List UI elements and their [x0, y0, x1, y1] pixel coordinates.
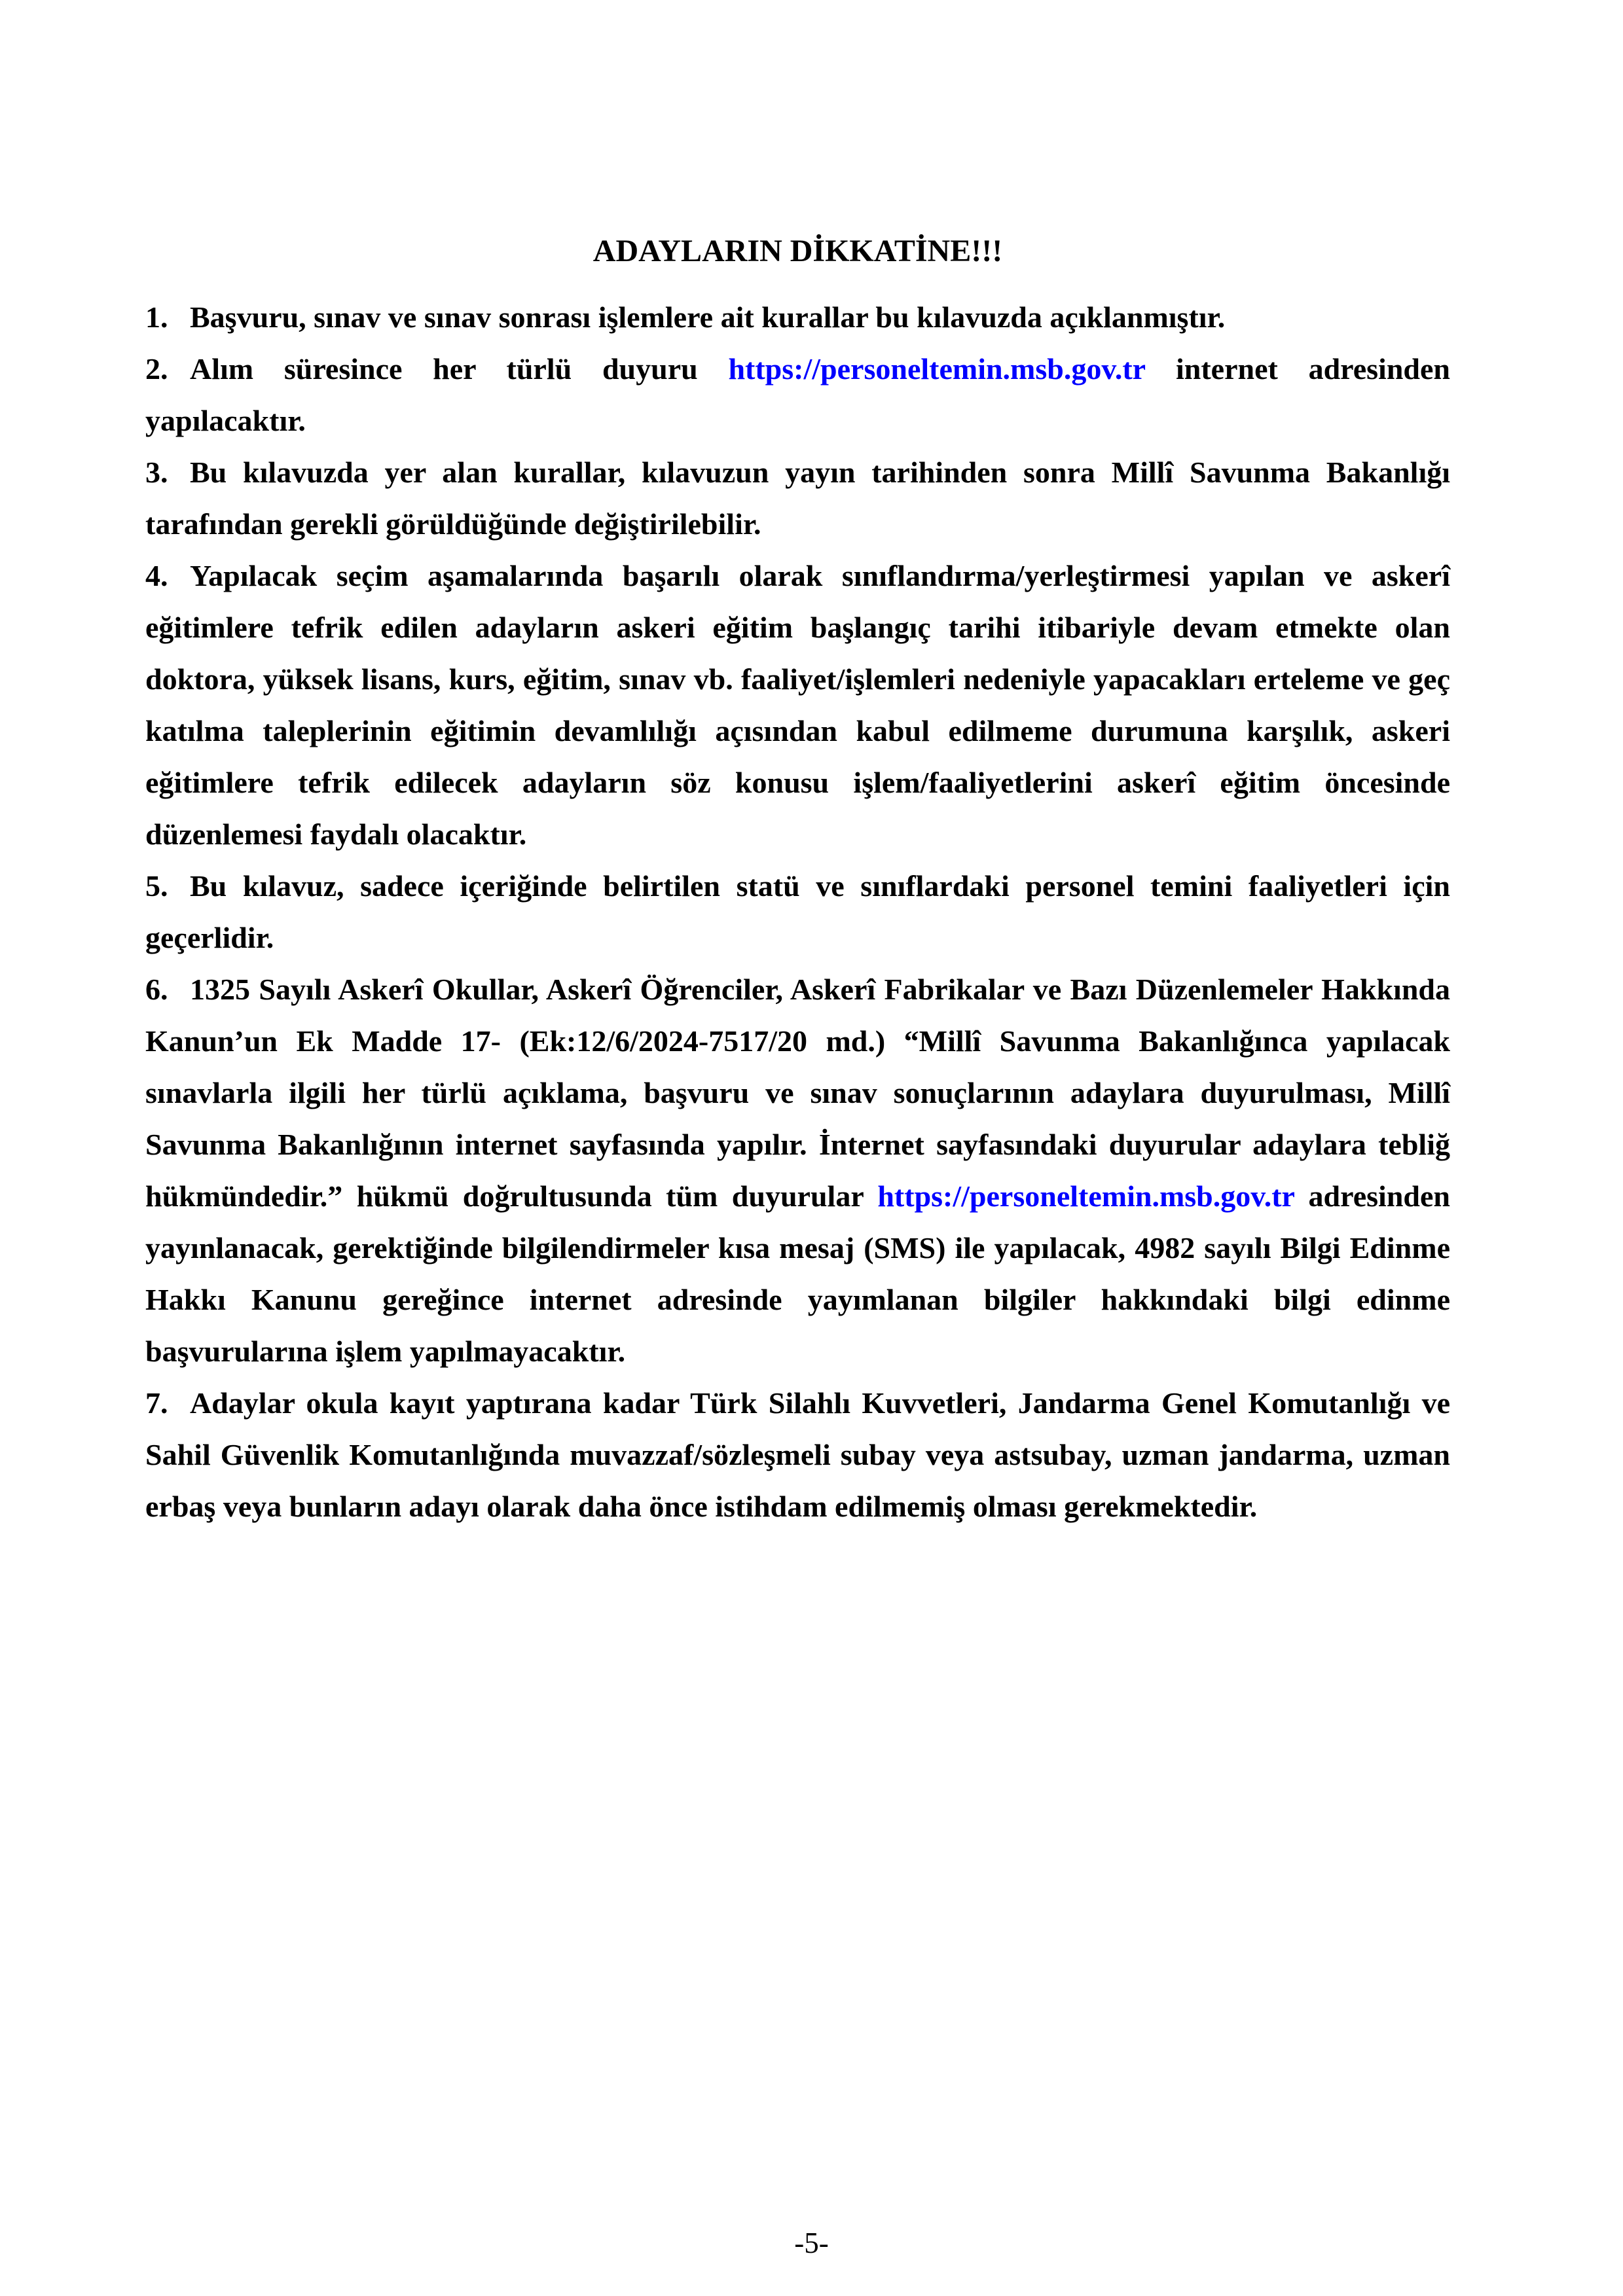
- list-item-3: [145, 446, 1450, 550]
- item-number: 3.: [145, 456, 168, 489]
- item-text: Bu kılavuz, sadece içeriğinde belirtilen statü ve sınıflardaki personel temini faaliyetleri için geçerlidir.: [145, 869, 1450, 954]
- item-text: internet adresinden yapılacaktır.: [145, 352, 1450, 437]
- item-number: 5.: [145, 869, 168, 903]
- item-number: 7.: [145, 1386, 168, 1420]
- document-content: [145, 225, 1450, 1532]
- list-item-5: [145, 860, 1450, 963]
- personeltemin-link[interactable]: https://personeltemin.msb.gov.tr: [877, 1179, 1295, 1213]
- page-number: -5-: [794, 2227, 829, 2259]
- item-text: 1325 Sayılı Askerî Okullar, Askerî Öğrenciler, Askerî Fabrikalar ve Bazı Düzenlemeler Hakkında Kanun’un Ek Madde 17- (Ek:12/6/2024-7517/20 md.) “Millî Savunma Bakanlığınca yapılacak sınavlarla ilgili her türlü açıklama, başvuru ve sınav sonuçlarının adaylara duyurulması, Millî Savunma Bakanlığının internet sayfasında yapılır. İnternet sayfasındaki duyurular adaylara tebliğ hükmündedir.” hükmü doğrultusunda tüm duyurular: [145, 973, 1450, 1213]
- item-text: Yapılacak seçim aşamalarında başarılı olarak sınıflandırma/yerleştirmesi yapılan ve askerî eğitimlere tefrik edilen adayların askeri eğitim başlangıç tarihi itibariyle devam etmekte olan doktora, yüksek lisans, kurs, eğitim, sınav vb. faaliyet/işlemleri nedeniyle yapacakları erteleme ve geç katılma taleplerinin eğitimin devamlılığı açısından kabul edilmeme durumuna karşılık, askeri eğitimlere tefrik edilecek adayların söz konusu işlem/faaliyetlerini askerî eğitim öncesinde düzenlemesi faydalı olacaktır.: [145, 559, 1450, 851]
- item-number: 1.: [145, 300, 168, 334]
- personeltemin-link[interactable]: https://personeltemin.msb.gov.tr: [728, 352, 1146, 386]
- item-number: 2.: [145, 352, 168, 386]
- item-number: 4.: [145, 559, 168, 592]
- list-item-2: [145, 343, 1450, 446]
- item-text: adresinden yayınlanacak, gerektiğinde bilgilendirmeler kısa mesaj (SMS) ile yapılacak, 4982 sayılı Bilgi Edinme Hakkı Kanunu gereğince internet adresinde yayımlanan bilgiler hakkındaki bilgi edinme başvurularına işlem yapılmayacaktır.: [145, 1179, 1450, 1368]
- page-title: ADAYLARIN DİKKATİNE!!!: [593, 234, 1003, 268]
- list-item-6: [145, 963, 1450, 1377]
- list-item-1: [145, 291, 1450, 343]
- item-text: Alım süresince her türlü duyuru: [190, 352, 729, 386]
- item-text: Bu kılavuzda yer alan kurallar, kılavuzun yayın tarihinden sonra Millî Savunma Bakanlığı tarafından gerekli görüldüğünde değiştirilebilir.: [145, 456, 1450, 541]
- list-item-4: [145, 550, 1450, 860]
- item-text: Başvuru, sınav ve sınav sonrası işlemlere ait kurallar bu kılavuzda açıklanmıştır.: [190, 300, 1226, 334]
- item-number: 6.: [145, 973, 168, 1006]
- item-text: Adaylar okula kayıt yaptırana kadar Türk Silahlı Kuvvetleri, Jandarma Genel Komutanlığı ve Sahil Güvenlik Komutanlığında muvazzaf/sözleşmeli subay veya astsubay, uzman jandarma, uzman erbaş veya bunların adayı olarak daha önce istihdam edilmemiş olması gerekmektedir.: [145, 1386, 1450, 1523]
- list-item-7: [145, 1377, 1450, 1532]
